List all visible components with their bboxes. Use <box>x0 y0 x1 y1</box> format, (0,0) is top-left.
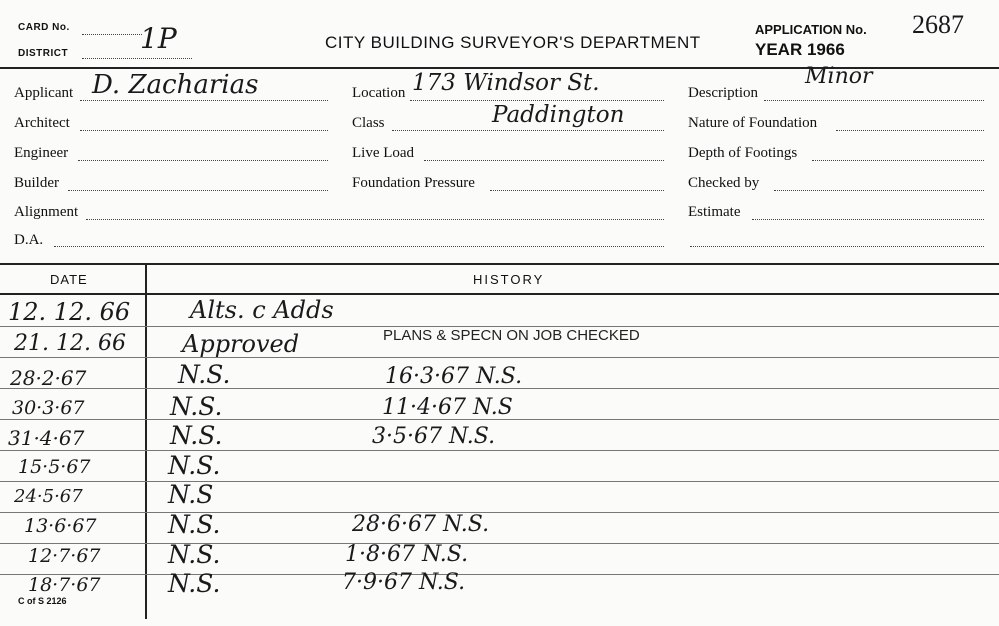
district-label: DISTRICT <box>18 48 69 59</box>
history-row-4-second: 11·4·67 N.S <box>382 395 513 420</box>
engineer-label: Engineer <box>14 145 69 161</box>
history-row-9-second: 1·8·67 N.S. <box>345 542 469 567</box>
history-row-10-date: 18·7·67 <box>28 574 101 596</box>
architect-label: Architect <box>14 115 70 131</box>
description-label: Description <box>688 85 758 101</box>
card-no-label: CARD No. <box>18 22 70 33</box>
history-row-10-second: 7·9·67 N.S. <box>342 570 466 595</box>
history-row-9-date: 12·7·67 <box>28 545 101 567</box>
alignment-label: Alignment <box>14 204 79 220</box>
location-label: Location <box>352 85 406 101</box>
history-row-10-entry: N.S. <box>168 569 221 598</box>
history-row-6-entry: N.S. <box>168 451 221 480</box>
history-row-1-entry: Alts. c Adds <box>190 296 334 324</box>
estimate-label: Estimate <box>688 204 741 220</box>
description-value: Minor <box>805 64 873 89</box>
history-row-3-date: 28·2·67 <box>10 366 87 390</box>
history-row-3-second: 16·3·67 N.S. <box>385 364 523 389</box>
history-row-7-date: 24·5·67 <box>14 486 83 507</box>
year-label: YEAR 1966 <box>755 40 845 59</box>
history-row-4-date: 30·3·67 <box>12 397 85 419</box>
history-row-3-entry: N.S. <box>178 360 231 389</box>
history-row-5-second: 3·5·67 N.S. <box>372 424 496 449</box>
history-row-1-date: 12. 12. 66 <box>8 298 131 326</box>
da-label: D.A. <box>14 232 44 248</box>
form-code: C of S 2126 <box>18 596 67 606</box>
history-row-9-entry: N.S. <box>168 540 221 569</box>
history-row-2-date: 21. 12. 66 <box>14 331 126 356</box>
nature-of-foundation-label: Nature of Foundation <box>688 115 818 131</box>
application-no-value: 2687 <box>912 10 964 39</box>
history-row-5-entry: N.S. <box>170 421 223 450</box>
department-title: CITY BUILDING SURVEYOR'S DEPARTMENT <box>325 33 701 52</box>
history-row-8-entry: N.S. <box>168 510 221 539</box>
depth-of-footings-label: Depth of Footings <box>688 145 798 161</box>
class-label: Class <box>352 115 385 131</box>
applicant-label: Applicant <box>14 85 74 101</box>
history-row-8-date: 13·6·67 <box>24 515 97 537</box>
history-row-8-second: 28·6·67 N.S. <box>352 512 490 537</box>
applicant-value: D. Zacharias <box>92 70 259 100</box>
history-row-6-date: 15·5·67 <box>18 456 91 478</box>
location-value: 173 Windsor St. <box>412 70 600 96</box>
plans-checked-stamp: PLANS & SPECN ON JOB CHECKED <box>383 327 640 344</box>
history-row-5-date: 31·4·67 <box>8 426 85 450</box>
history-row-4-entry: N.S. <box>170 392 223 421</box>
builder-label: Builder <box>14 175 59 191</box>
card-no-value: 1P <box>140 22 177 55</box>
history-row-7-entry: N.S <box>168 480 214 509</box>
foundation-pressure-label: Foundation Pressure <box>352 175 475 191</box>
history-row-2-entry: Approved <box>182 330 300 358</box>
date-column-header: DATE <box>50 272 88 287</box>
application-no-label: APPLICATION No. <box>755 22 867 37</box>
history-column-header: HISTORY <box>473 272 545 287</box>
checked-by-label: Checked by <box>688 175 760 191</box>
live-load-label: Live Load <box>352 145 415 161</box>
location-suburb: Paddington <box>492 102 625 128</box>
